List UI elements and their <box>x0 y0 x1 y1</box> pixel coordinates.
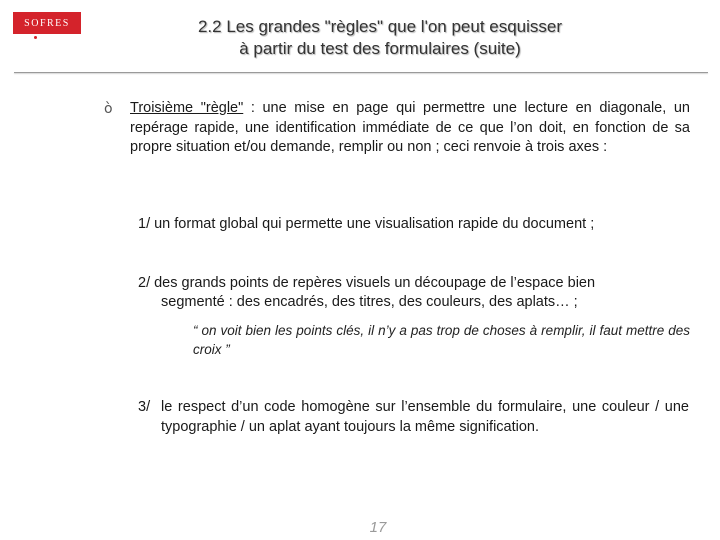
logo-dot <box>34 36 37 39</box>
intro-paragraph <box>130 99 690 158</box>
logo-text: SOFRES <box>24 17 70 29</box>
respondent-quote: “ on voit bien les points clés, il n’y a pas trop de choses à remplir, il faut mettre des croix ” <box>193 323 690 357</box>
axis-item-1: 1/ un format global qui permette une visualisation rapide du document ; <box>138 216 595 232</box>
intro-lead: Troisième "règle" <box>130 100 244 116</box>
sofres-logo <box>13 12 81 34</box>
axis-item-2 <box>138 274 698 312</box>
title-line-2: à partir du test des formulaires (suite) <box>239 39 521 58</box>
bullet-icon: ò <box>104 101 113 117</box>
slide-title <box>120 16 640 60</box>
title-divider <box>14 72 708 73</box>
axis-item-2-line-2: segmenté : des encadrés, des titres, des couleurs, des aplats… ; <box>161 294 578 310</box>
page-number: 17 <box>369 519 387 536</box>
axis-item-3-number: 3/ <box>138 399 151 415</box>
title-line-1: 2.2 Les grandes "règles" que l'on peut esquisser <box>197 17 563 36</box>
axis-item-3: le respect d’un code homogène sur l’ensemble du formulaire, une couleur / une typographie / un aplat ayant toujours la même signification. <box>161 399 689 435</box>
axis-item-2-line-1: 2/ des grands points de repères visuels un découpage de l’espace bien <box>138 275 596 291</box>
intro-text: : une mise en page qui permettre une lecture en diagonale, un repérage rapide, une identification immédiate de ce que l’on doit, en fonction de sa propre situation et/ou demande, remplir ou non ; ceci renvoie à trois axes : <box>130 100 691 155</box>
